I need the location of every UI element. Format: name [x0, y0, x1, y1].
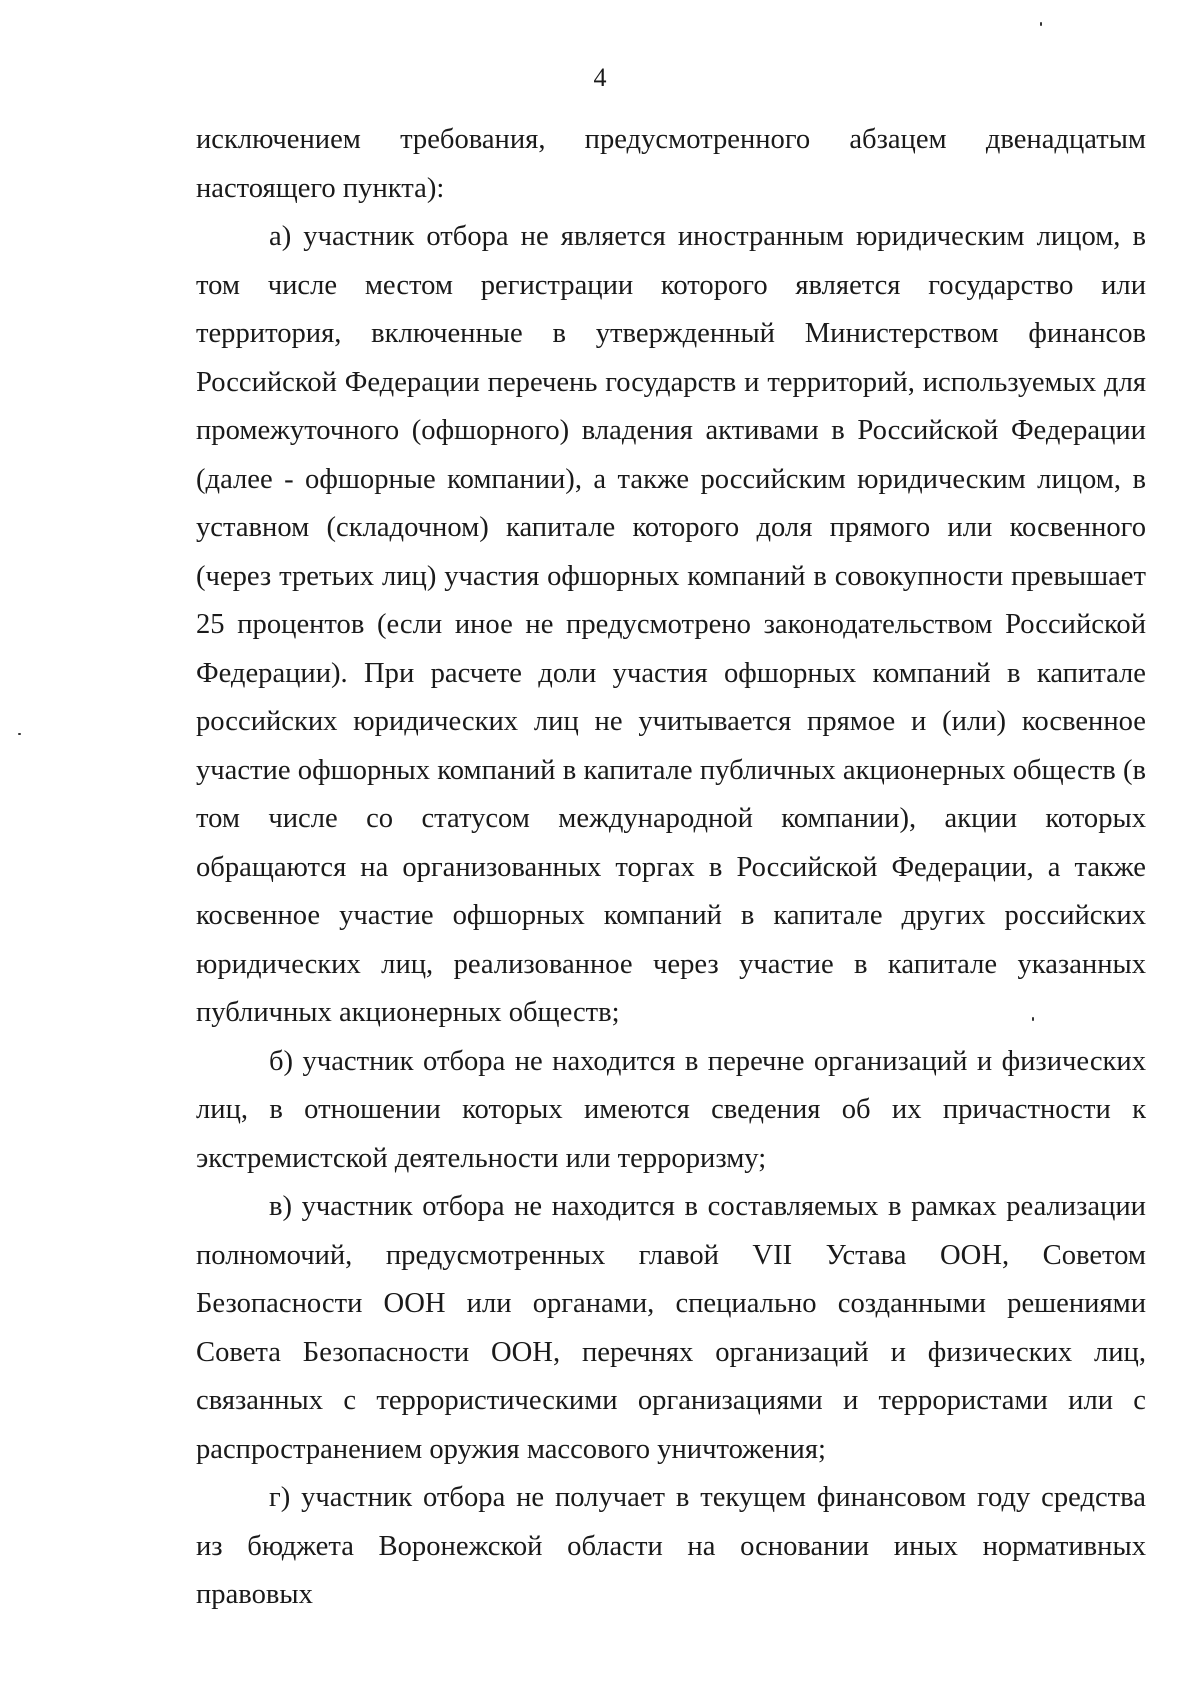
scan-speck [1040, 22, 1042, 26]
paragraph-continuation: исключением требования, предусмотренного абзацем двенадцатым настоящего пункта): [196, 124, 1146, 204]
scan-speck [18, 733, 21, 735]
paragraph-item-a: а) участник отбора не является иностранным юридическим лицом, в том числе местом регистрации которого является государство или территория, включенные в утвержденный Министерством финансов Российской Федерации перечень государств и территорий, используемых для промежуточного (офшорного) владения активами в Российской Федерации (далее - офшорные компании), а также российским юридическим лицом, в уставном (складочном) капитале которого доля прямого или косвенного (через третьих лиц) участия офшорных компаний в совокупности превышает 25 процентов (если иное не предусмотрено законодательством Российской Федерации). При расчете доли участия офшорных компаний в капитале российских юридических лиц не учитывается прямое и (или) косвенное участие офшорных компаний в капитале публичных акционерных обществ (в том числе со статусом международной компании), акции которых обращаются на организованных торгах в Российской Федерации, а также косвенное участие офшорных компаний в капитале других российских юридических лиц, реализованное через участие в капитале указанных публичных акционерных обществ; [196, 221, 1146, 1028]
document-body [196, 116, 1146, 1620]
paragraph-item-g: г) участник отбора не получает в текущем финансовом году средства из бюджета Воронежской области на основании иных нормативных правовых [196, 1482, 1146, 1610]
paragraph-item-b: б) участник отбора не находится в перечне организаций и физических лиц, в отношении которых имеются сведения об их причастности к экстремистской деятельности или терроризму; [196, 1045, 1146, 1174]
scan-speck [1032, 1017, 1034, 1021]
paragraph-item-v: в) участник отбора не находится в составляемых в рамках реализации полномочий, предусмотренных главой VII Устава ООН, Советом Безопасности ООН или органами, специально созданными решениями Совета Безопасности ООН, перечнях организаций и физических лиц, связанных с террористическими организациями и террористами или с распространением оружия массового уничтожения; [196, 1191, 1146, 1465]
page-number: 4 [593, 63, 607, 92]
